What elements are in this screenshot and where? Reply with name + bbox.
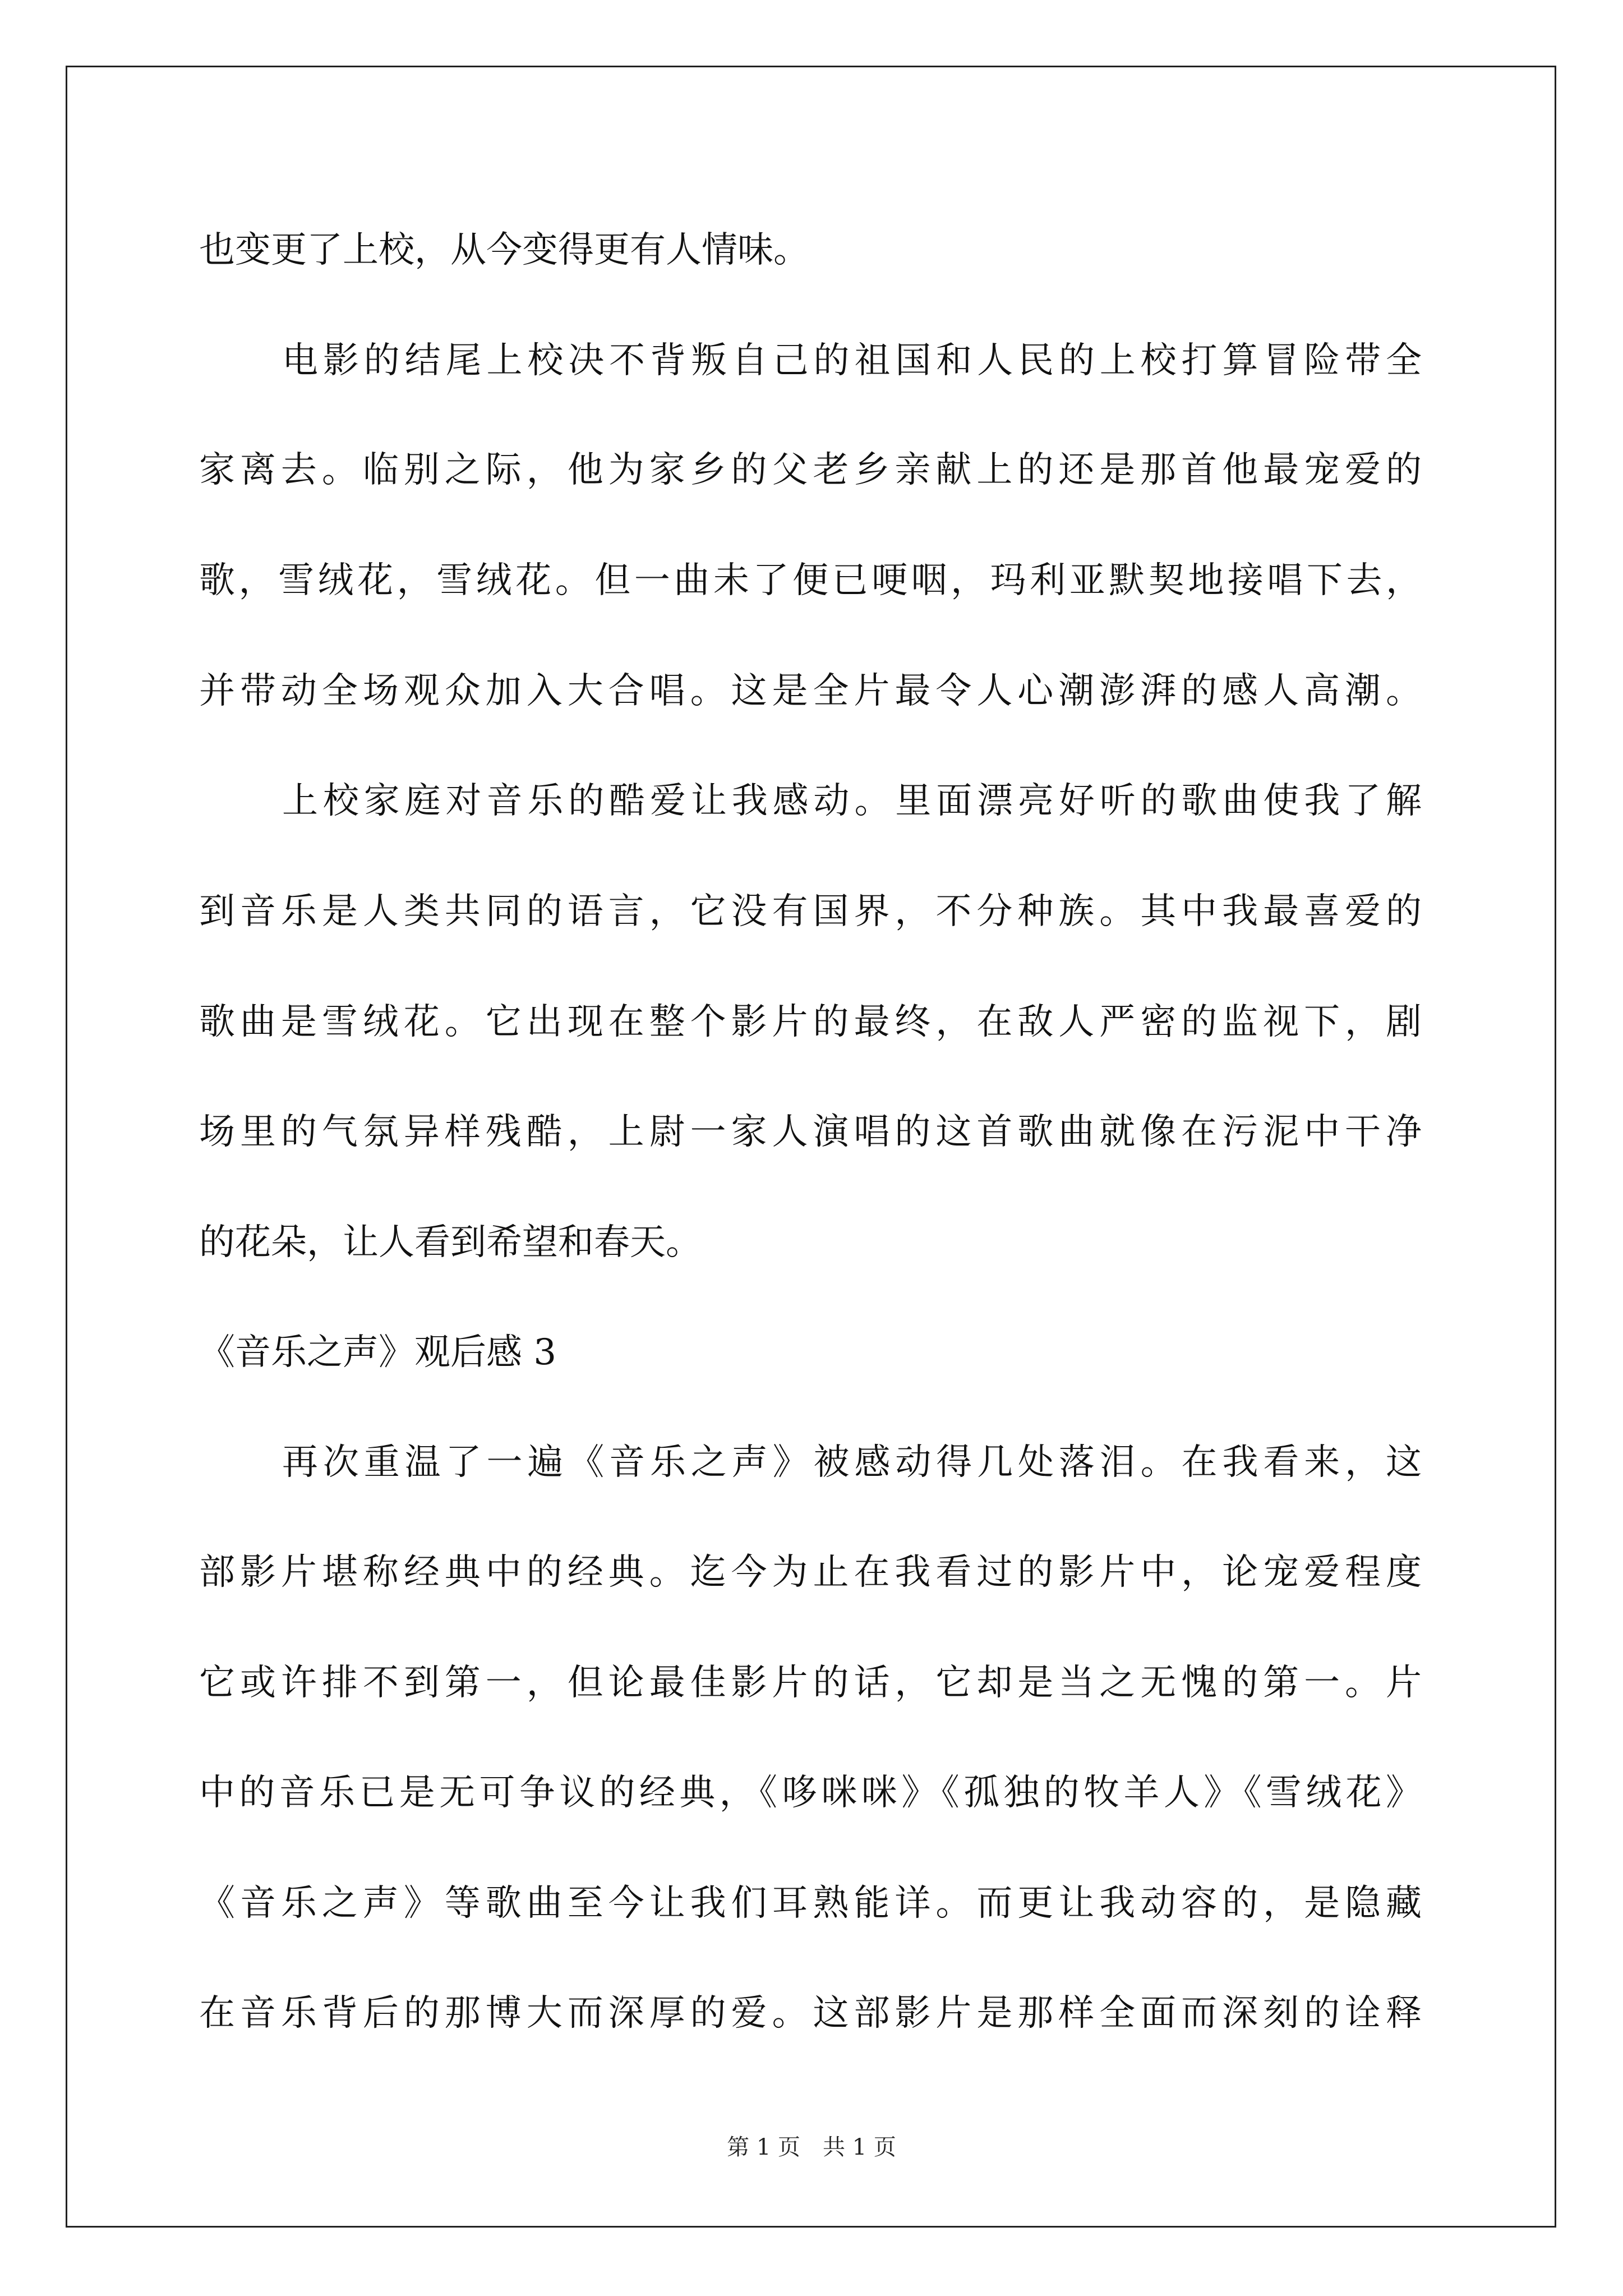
text-line: 中的音乐已是无可争议的经典，《哆咪咪》《孤独的牧羊人》《雪绒花》 bbox=[199, 1772, 1422, 1814]
paragraph-first-line: 上校家庭对音乐的酷爱让我感动。里面漂亮好听的歌曲使我了解 bbox=[282, 780, 1422, 822]
text-line: 家离去。临别之际，他为家乡的父老乡亲献上的还是那首他最宠爱的 bbox=[199, 449, 1422, 491]
text-line: 场里的气氛异样残酷，上尉一家人演唱的这首歌曲就像在污泥中干净 bbox=[199, 1111, 1422, 1153]
text-line: 歌曲是雪绒花。它出现在整个影片的最终，在敌人严密的监视下，剧 bbox=[199, 1001, 1422, 1043]
text-line: 部影片堪称经典中的经典。迄今为止在我看过的影片中，论宠爱程度 bbox=[199, 1552, 1422, 1593]
paragraph-first-line: 再次重温了一遍《音乐之声》被感动得几处落泪。在我看来，这 bbox=[282, 1442, 1422, 1483]
text-line: 的花朵，让人看到希望和春天。 bbox=[199, 1222, 702, 1263]
paragraph-first-line: 电影的结尾上校决不背叛自己的祖国和人民的上校打算冒险带全 bbox=[282, 340, 1422, 381]
page-footer: 第 1 页 共 1 页 bbox=[727, 2134, 896, 2160]
text-line: 它或许排不到第一，但论最佳影片的话，它却是当之无愧的第一。片 bbox=[199, 1662, 1422, 1704]
text-line: 《音乐之声》等歌曲至今让我们耳熟能详。而更让我动容的，是隐藏 bbox=[199, 1883, 1422, 1924]
text-line: 歌，雪绒花，雪绒花。但一曲未了便已哽咽，玛利亚默契地接唱下去， bbox=[199, 560, 1422, 601]
text-line: 到音乐是人类共同的语言，它没有国界，不分种族。其中我最喜爱的 bbox=[199, 891, 1422, 932]
section-heading: 《音乐之声》观后感 3 bbox=[199, 1332, 557, 1373]
text-line: 在音乐背后的那博大而深厚的爱。这部影片是那样全面而深刻的诠释 bbox=[199, 1993, 1422, 2034]
text-line: 并带动全场观众加入大合唱。这是全片最令人心潮澎湃的感人高潮。 bbox=[199, 670, 1422, 712]
text-line: 也变更了上校，从今变得更有人情味。 bbox=[199, 229, 809, 271]
